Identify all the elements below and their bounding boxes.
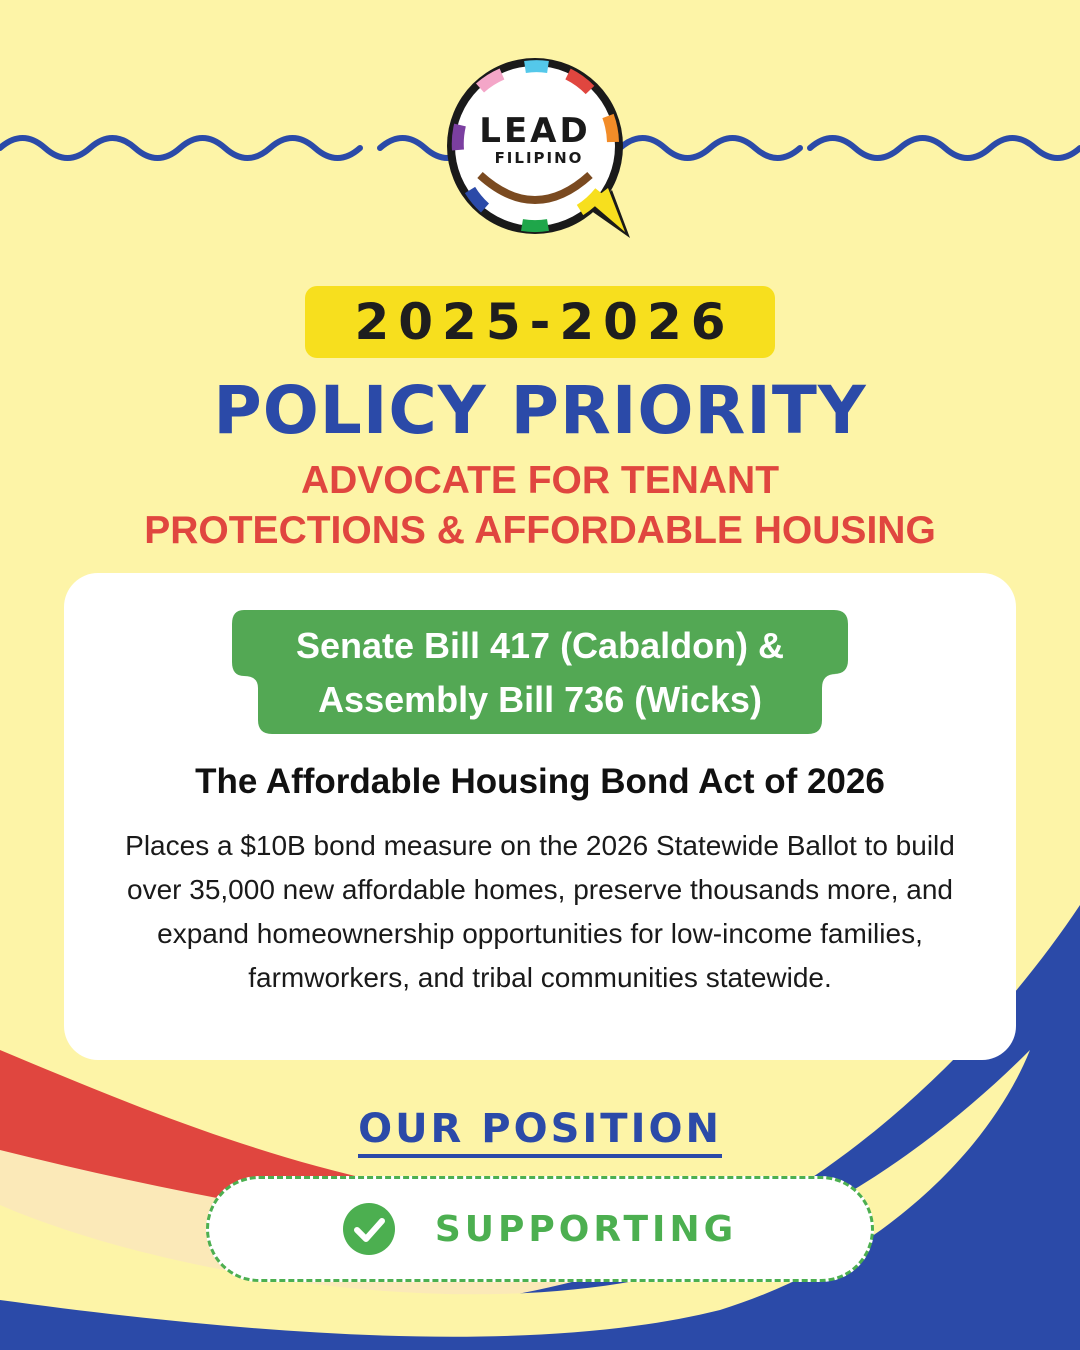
lead-filipino-logo [440,50,640,242]
position-label: OUR POSITION [358,1106,722,1158]
subheading [0,456,1080,556]
year-badge [305,286,775,358]
logo-text-filipino: FILIPINO [494,149,584,167]
bill-title: The Affordable Housing Bond Act of 2026 [195,762,885,801]
bill-description: Places a $10B bond measure on the 2026 Statewide Ballot to build over 35,000 new affordable homes, preserve thousands more, and expand homeownership opportunities for low-income families, farmworkers, and tribal communities statewide. [125,830,955,993]
position-value: SUPPORTING [434,1208,738,1250]
bill-tag [230,608,850,736]
position-label-wrap [0,1106,1080,1152]
subheading-line-2: PROTECTIONS & AFFORDABLE HOUSING [144,509,936,552]
logo-text-lead: LEAD [479,111,591,151]
subheading-line-1: ADVOCATE FOR TENANT [300,459,780,502]
position-pill [206,1176,874,1282]
bill-tag-line-2: Assembly Bill 736 (Wicks) [318,679,762,720]
check-circle-icon [343,1203,395,1255]
page-title: POLICY PRIORITY [213,372,867,449]
year-text: 2025-2026 [354,293,735,351]
bill-tag-line-1: Senate Bill 417 (Cabaldon) & [295,625,785,666]
